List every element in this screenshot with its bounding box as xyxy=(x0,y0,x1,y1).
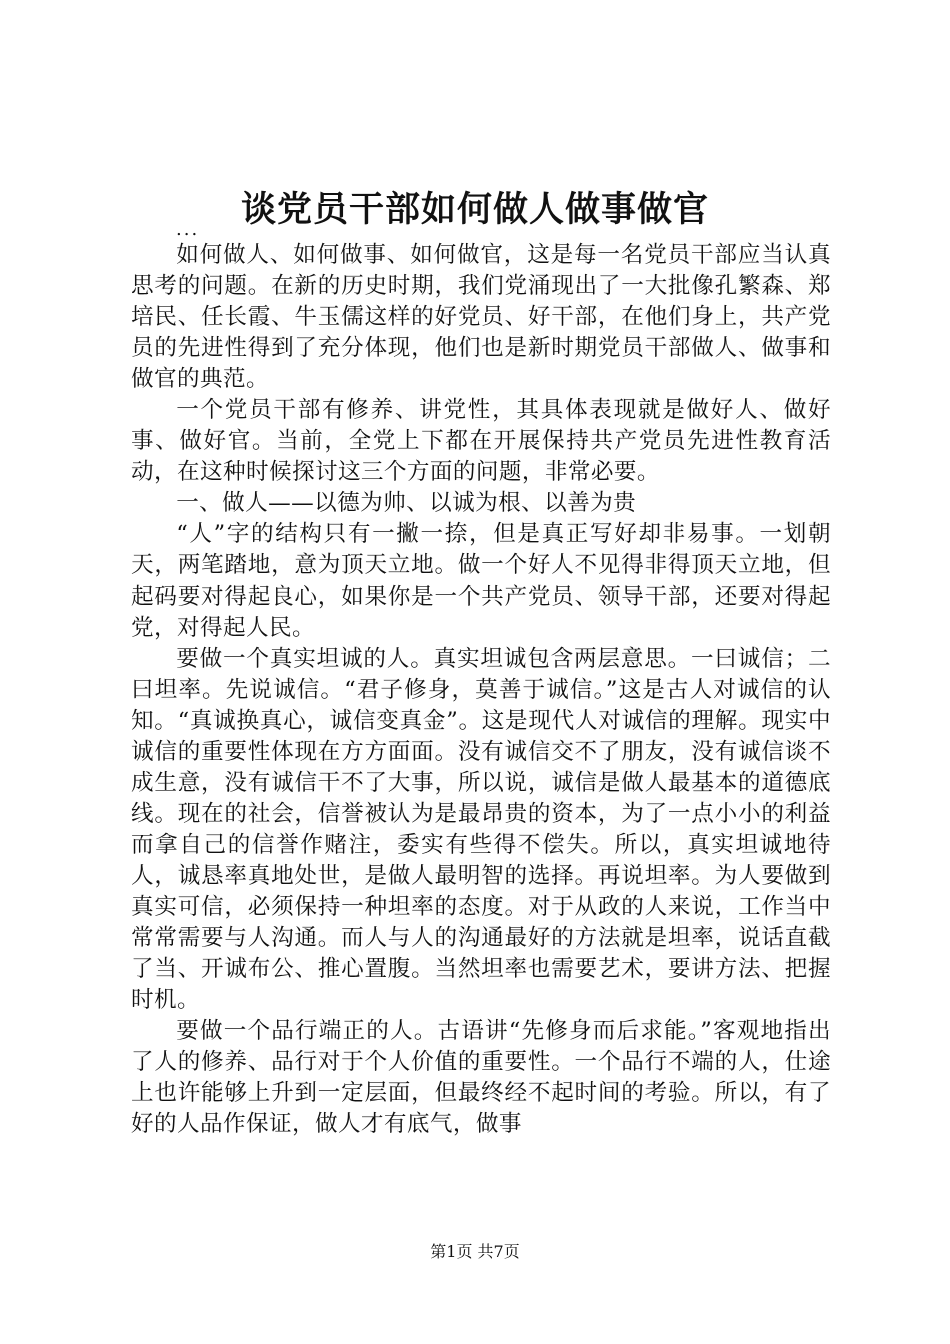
paragraph-context: 一个党员干部有修养、讲党性，其具体表现就是做好人、做好事、做好官。当前，全党上下都在开展保持共产党员先进性教育活动，在这种时候探讨这三个方面的问题，非常必要。 xyxy=(131,397,831,486)
document-title: 谈党员干部如何做人做事做官 xyxy=(240,189,709,230)
section-heading-1: 一、做人——以德为帅、以诚为根、以善为贵 xyxy=(176,490,637,517)
ellipsis-mark: ... xyxy=(176,219,200,240)
paragraph-honesty: 要做一个真实坦诚的人。真实坦诚包含两层意思。一曰诚信；二曰坦率。先说诚信。“君子修身，莫善于诚信。”这是古人对诚信的认知。“真诚换真心，诚信变真金”。这是现代人对诚信的理解。现实中诚信的重要性体现在方方面面。没有诚信交不了朋友，没有诚信谈不成生意，没有诚信干不了大事，所以说，诚信是做人最基本的道德底线。现在的社会，信誉被认为是最昂贵的资本，为了一点小小的利益而拿自己的信誉作赌注，委实有些得不偿失。所以，真实坦诚地待人，诚恳率真地处世，是做人最明智的选择。再说坦率。为人要做到真实可信，必须保持一种坦率的态度。对于从政的人来说，工作当中常常需要与人沟通。而人与人的沟通最好的方法就是坦率，说话直截了当、开诚布公、推心置腹。当然坦率也需要艺术，要讲方法、把握时机。 xyxy=(131,645,831,1014)
document-body xyxy=(131,240,831,1140)
paragraph-integrity: 要做一个品行端正的人。古语讲“先修身而后求能。”客观地指出了人的修养、品行对于个人价值的重要性。一个品行不端的人，仕途上也许能够上升到一定层面，但最终经不起时间的考验。所以，有了好的人品作保证，做人才有底气，做事 xyxy=(131,1018,831,1138)
paragraph-ren-character: “人”字的结构只有一撇一捺，但是真正写好却非易事。一划朝天，两笔踏地，意为顶天立地。做一个好人不见得非得顶天立地，但起码要对得起良心，如果你是一个共产党员、领导干部，还要对得起党，对得起人民。 xyxy=(131,521,831,641)
page-number-footer: 第1页 共7页 xyxy=(430,1242,520,1261)
paragraph-intro: 如何做人、如何做事、如何做官，这是每一名党员干部应当认真思考的问题。在新的历史时期，我们党涌现出了一大批像孔繁森、郑培民、任长霞、牛玉儒这样的好党员、好干部，在他们身上，共产党员的先进性得到了充分体现，他们也是新时期党员干部做人、做事和做官的典范。 xyxy=(131,242,831,393)
